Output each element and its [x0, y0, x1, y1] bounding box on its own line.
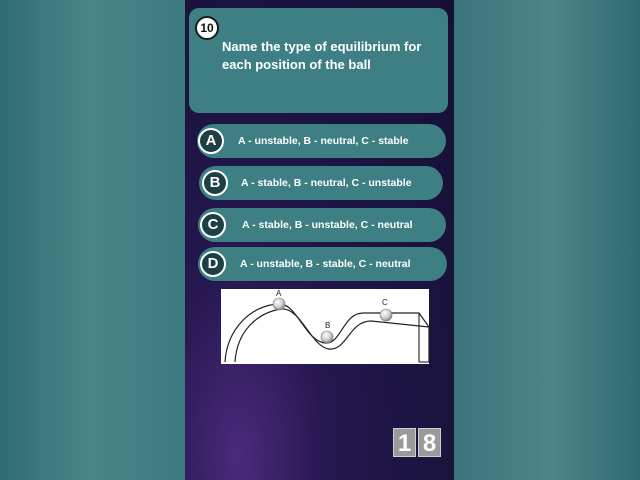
option-c-text: A - stable, B - unstable, C - neutral [242, 219, 413, 231]
diagram-label-b: B [325, 321, 331, 330]
ball-b [321, 331, 333, 343]
question-card [189, 8, 448, 113]
equilibrium-diagram [221, 289, 429, 364]
question-number-badge: 10 [195, 16, 219, 40]
ball-c [380, 309, 392, 321]
option-b-letter: B [202, 170, 228, 196]
option-b-text: A - stable, B - neutral, C - unstable [241, 177, 412, 189]
option-c[interactable] [198, 208, 446, 242]
option-d[interactable] [198, 247, 447, 281]
timer-digit-ones: 8 [418, 428, 441, 457]
option-a-text: A - unstable, B - neutral, C - stable [238, 135, 409, 147]
countdown-timer [393, 428, 441, 457]
ball-a [273, 298, 285, 310]
question-text: Name the type of equilibrium for each position of the ball [222, 39, 422, 72]
option-a[interactable] [197, 124, 446, 158]
timer-digit-tens: 1 [393, 428, 416, 457]
option-a-letter: A [198, 128, 224, 154]
option-c-letter: C [200, 212, 226, 238]
option-d-letter: D [200, 251, 226, 277]
ball-track-illustration [221, 289, 429, 364]
diagram-label-a: A [276, 289, 282, 298]
diagram-label-c: C [382, 298, 388, 307]
quiz-screen [185, 0, 454, 480]
option-b[interactable] [199, 166, 443, 200]
option-d-text: A - unstable, B - stable, C - neutral [240, 258, 411, 270]
